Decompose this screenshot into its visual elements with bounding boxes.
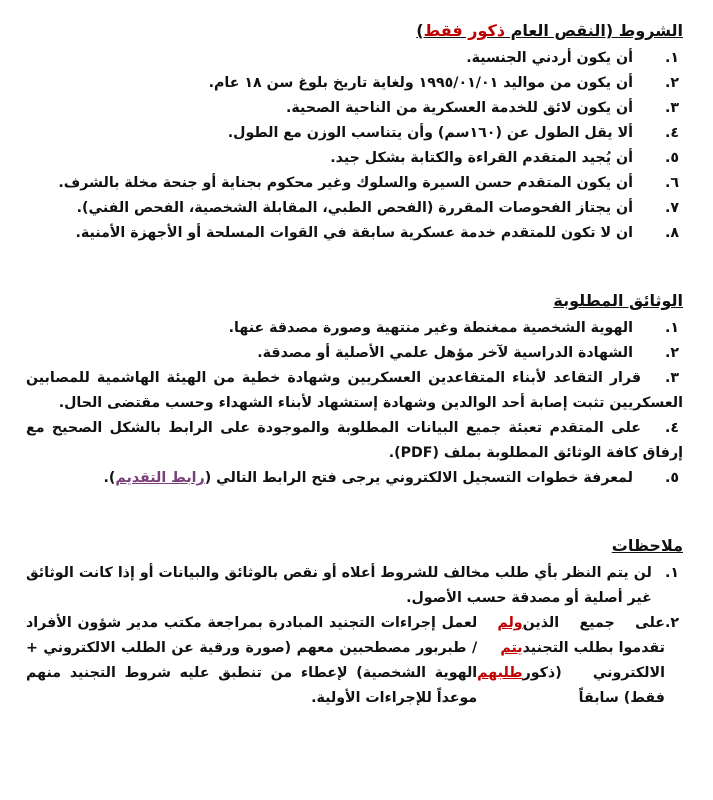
item-number: ٤. bbox=[664, 420, 679, 436]
list-item bbox=[26, 366, 683, 416]
item-number: ٨. bbox=[664, 225, 679, 241]
not-called-highlight: ولم يتم طلبهم bbox=[477, 615, 523, 681]
item-text: ألا يقل الطول عن (١٦٠سم) وأن يتناسب الوزن مع الطول. bbox=[227, 125, 633, 141]
item-text: أن يكون أردني الجنسية. bbox=[466, 50, 633, 66]
item-text: على المتقدم تعبئة جميع البيانات المطلوبة والموجودة على الرابط بالشكل الصحيح مع إرفاق كافة الوثائق المطلوبة بملف (PDF). bbox=[26, 420, 683, 461]
documents-section bbox=[26, 290, 683, 491]
conditions-list bbox=[26, 46, 683, 246]
item-number: ١. bbox=[664, 50, 679, 66]
item-text-tail: ). bbox=[103, 470, 116, 486]
list-item bbox=[26, 341, 683, 366]
list-item bbox=[26, 46, 683, 71]
list-item bbox=[26, 71, 683, 96]
list-item bbox=[26, 561, 683, 611]
item-text: أن يُجيد المتقدم القراءة والكتابة بشكل جيد. bbox=[330, 150, 633, 166]
item-text: الشهادة الدراسية لآخر مؤهل علمي الأصلية أو مصدقة. bbox=[257, 345, 633, 361]
item-text: ان لا تكون للمتقدم خدمة عسكرية سابقة في القوات المسلحة أو الأجهزة الأمنية. bbox=[75, 225, 633, 241]
item-number: ٢. bbox=[664, 615, 679, 631]
item-number: ٤. bbox=[664, 125, 679, 141]
conditions-paren-open: (النقص العام bbox=[505, 21, 619, 40]
item-number: ٦. bbox=[664, 175, 679, 191]
documents-heading: الوثائق المطلوبة bbox=[553, 291, 683, 310]
item-number: ٧. bbox=[664, 200, 679, 216]
item-number: ١. bbox=[664, 565, 679, 581]
item-text: أن يجتاز الفحوصات المقررة (الفحص الطبي، المقابلة الشخصية، الفحص الفني). bbox=[76, 200, 633, 216]
item-number: ٣. bbox=[664, 100, 679, 116]
item-text: الهوية الشخصية ممغنطة وغير منتهية وصورة مصدقة عنها. bbox=[228, 320, 633, 336]
item-text: أن يكون لائق للخدمة العسكرية من الناحية الصحية. bbox=[285, 100, 633, 116]
item-number: ٥. bbox=[664, 150, 679, 166]
item-text: أن يكون من مواليد ١٩٩٥/٠١/٠١ ولغاية تاريخ بلوغ سن ١٨ عام. bbox=[208, 75, 633, 91]
application-link[interactable]: رابط التقديم bbox=[115, 470, 205, 486]
list-item bbox=[26, 171, 683, 196]
list-item bbox=[26, 196, 683, 221]
item-number: ٥. bbox=[664, 470, 679, 486]
list-item bbox=[26, 316, 683, 341]
notes-list bbox=[26, 561, 683, 711]
documents-list bbox=[26, 316, 683, 491]
list-item bbox=[26, 416, 683, 466]
conditions-heading bbox=[26, 20, 683, 42]
conditions-males-only: ذكور فقط bbox=[423, 21, 506, 40]
item-number: ٢. bbox=[664, 75, 679, 91]
notes-section bbox=[26, 535, 683, 711]
conditions-title: الشروط bbox=[618, 21, 683, 40]
notes-heading: ملاحظات bbox=[611, 536, 683, 555]
item-text: لن يتم النظر بأي طلب مخالف للشروط أعلاه أو نقص بالوثائق والبيانات أو إذا كانت الوثائق غير أصلية أو مصدقة حسب الأصول. bbox=[26, 565, 652, 606]
item-text-tail: لعمل إجراءات التجنيد المبادرة بمراجعة مكتب مدير شؤون الأفراد / طبربور مصطحبين معهم (صورة ورقية عن الطلب الالكتروني + الهوية الشخصية) لإعطاء من تنطبق عليه شروط التجنيد منهم موعداً للإجراءات الأولية. bbox=[26, 615, 478, 706]
list-item bbox=[26, 611, 683, 711]
item-number: ٢. bbox=[664, 345, 679, 361]
list-item bbox=[26, 146, 683, 171]
list-item bbox=[26, 96, 683, 121]
list-item bbox=[26, 221, 683, 246]
item-number: ١. bbox=[664, 320, 679, 336]
list-item bbox=[26, 121, 683, 146]
item-text: لمعرفة خطوات التسجيل الالكتروني يرجى فتح الرابط التالي ( bbox=[204, 470, 633, 486]
list-item bbox=[26, 466, 683, 491]
conditions-section bbox=[26, 20, 683, 246]
item-number: ٣. bbox=[664, 370, 679, 386]
conditions-paren-close: ) bbox=[416, 21, 424, 40]
item-text: على جميع الذين تقدموا بطلب التجنيد الالكتروني (ذكور فقط) سابقاً bbox=[522, 615, 665, 706]
item-text: قرار التقاعد لأبناء المتقاعدين العسكريين وشهادة خطية من الهيئة الهاشمية للمصابين العسكريين تثبت إصابة أحد الوالدين وشهادة إستشهاد لأبناء الشهداء وحسب مقتضى الحال. bbox=[26, 370, 683, 411]
item-text: أن يكون المتقدم حسن السيرة والسلوك وغير محكوم بجناية أو جنحة مخلة بالشرف. bbox=[58, 175, 633, 191]
